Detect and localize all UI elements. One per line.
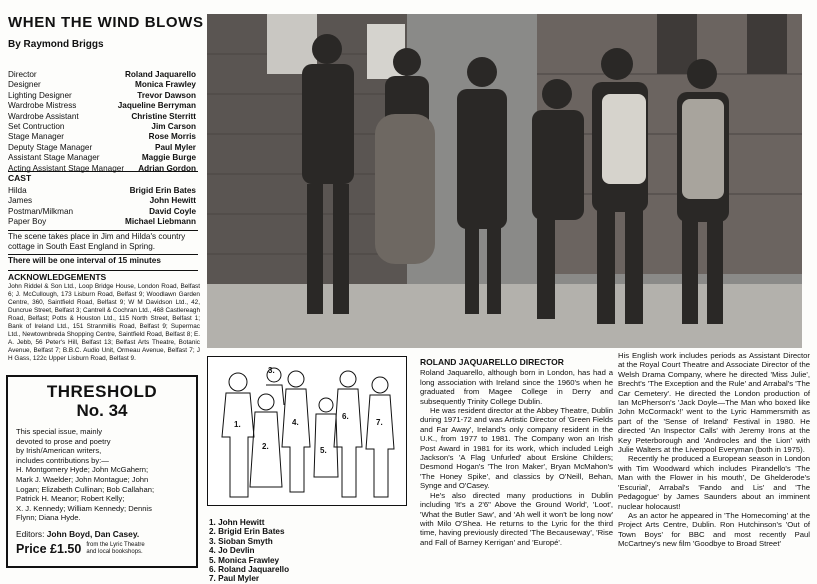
key-number: 7. bbox=[376, 418, 383, 427]
crew-row bbox=[8, 122, 196, 132]
crew-row bbox=[8, 80, 196, 90]
article-column-1 bbox=[420, 358, 613, 547]
crew-name: Rose Morris bbox=[148, 132, 196, 142]
threshold-line: by Irish/American writers, bbox=[16, 446, 102, 456]
crew-row bbox=[8, 112, 196, 122]
photo-key-item: 2. Brigid Erin Bates bbox=[209, 527, 285, 537]
crew-name: Trevor Dawson bbox=[137, 90, 196, 100]
article-paragraph: Recently he produced a European season in London with Tim Woodward which includes Pirandello's 'The Man with the Flower in his mouth', De Ghelderode's 'Escurial', Arrabal's 'Fando and Lis' and 'The Pedagogue' by James Saunders about an imminent nuclear holocaust! bbox=[618, 454, 810, 511]
crew-name: Jaqueline Berryman bbox=[117, 101, 196, 111]
threshold-advert bbox=[6, 375, 198, 568]
article-paragraph: Roland Jaquarello, although born in London, has had a long association with Ireland since the 1960's when he graduated from Magee College in Derry and subsequently Trinity College Dublin. bbox=[420, 368, 613, 406]
crew-role: Wardrobe Assistant bbox=[8, 111, 79, 121]
article-column-2 bbox=[618, 351, 810, 549]
divider bbox=[8, 270, 198, 271]
threshold-line: H. Montgomery Hyde; John McGahern; bbox=[16, 465, 149, 475]
cast-role: Postman/Milkman bbox=[8, 206, 74, 216]
threshold-line: Logan; Elizabeth Cullinan; Bob Callahan; bbox=[16, 484, 155, 494]
crew-row bbox=[8, 70, 196, 80]
crew-row bbox=[8, 143, 196, 153]
article-paragraph: His English work includes periods as Assistant Director at the Royal Court Theatre and Associate Director of the Welsh Drama Company, where he directed 'Miss Julie', Brecht's 'The Exception and the Rule' and Arrabal's 'The Car Cemetery'. He directed the London production of Ian McPherson's 'Jack Doyle—The Man who boxed like John McCormack!' went to the Lyric Hammersmith as part of the 'Sense of Ireland' Festival in 1980. He directed 'An Inspector Calls' with Jeremy Irons at the Key Peterborough and 'Androcles and the Lion' with Julie Walters at the Liverpool Everyman (both in 1975). bbox=[618, 351, 810, 455]
cast-row bbox=[8, 217, 196, 227]
divider bbox=[8, 171, 198, 172]
cast-group-photo bbox=[207, 14, 802, 348]
key-number: 1. bbox=[234, 420, 241, 429]
threshold-line: Patrick H. Meanor; Robert Kelly; bbox=[16, 494, 125, 504]
article-paragraph: He's also directed many productions in Dublin including 'It's a 2'6" Above the Ground World', 'Loot', 'What the Butler Saw', and 'Ah well it won't be long now' with Milo O'Shea. He returns to the Lyric for the third time, having previously directed 'The Becauseway', 'Rise and Fall of Barney Kerrigan' and 'Europé'. bbox=[420, 490, 613, 547]
acknowledgements-heading: ACKNOWLEDGEMENTS bbox=[8, 272, 107, 282]
photo-key-diagram bbox=[207, 356, 407, 506]
threshold-description bbox=[16, 427, 188, 523]
threshold-line: This special issue, mainly bbox=[16, 427, 103, 436]
price-note bbox=[86, 542, 144, 556]
cast-row bbox=[8, 186, 196, 196]
interval-note: There will be one interval of 15 minutes bbox=[8, 256, 161, 265]
price-note-line: from the Lyric Theatre bbox=[86, 541, 145, 548]
threshold-line: includes contributions by:— bbox=[16, 455, 109, 465]
crew-name: Christine Sterritt bbox=[131, 111, 196, 121]
threshold-line: devoted to prose and poetry bbox=[16, 436, 111, 446]
price-value: Price £1.50 bbox=[16, 541, 82, 556]
crew-role: Set Contruction bbox=[8, 122, 65, 132]
article-paragraph: He was resident director at the Abbey Theatre, Dublin during 1971-72 and was Artistic Director of 'Green Fields and Far Away', Ireland's only company resident in the U.K., from 1977 to 1981. The Company won an Irish Post Award in 1981 for its work, which included Leigh Jackson's 'A Flag Unfurled' about Erskine Childers; Desmond Hogan's 'The Iron Maker', Bryan McMahon's 'The Honey Spike', and classics by O'Neill, Behan, Synge and O'Casey. bbox=[420, 406, 613, 491]
crew-role: Lighting Designer bbox=[8, 90, 72, 100]
crew-role: Designer bbox=[8, 80, 41, 90]
crew-row bbox=[8, 132, 196, 142]
crew-role: Director bbox=[8, 70, 37, 79]
key-number: 5. bbox=[320, 446, 327, 455]
threshold-line: X. J. Kennedy; William Kennedy; Dennis bbox=[16, 503, 152, 513]
cast-row bbox=[8, 207, 196, 217]
article-heading: ROLAND JAQUARELLO DIRECTOR bbox=[420, 357, 564, 367]
cast-role: Hilda bbox=[8, 186, 27, 195]
photo-key-item: 7. Paul Myler bbox=[209, 574, 260, 584]
crew-row bbox=[8, 164, 196, 174]
threshold-editors bbox=[16, 529, 188, 539]
photo-key-item: 1. John Hewitt bbox=[209, 518, 265, 527]
crew-name: Maggie Burge bbox=[141, 153, 196, 163]
crew-name: Roland Jaquarello bbox=[125, 70, 196, 79]
key-number: 4. bbox=[292, 418, 299, 427]
crew-role: Assistant Stage Manager bbox=[8, 153, 100, 163]
divider bbox=[8, 230, 198, 231]
divider bbox=[8, 254, 198, 255]
cast-name: Brigid Erin Bates bbox=[129, 186, 196, 195]
cast-name: David Coyle bbox=[149, 206, 196, 216]
cast-name: John Hewitt bbox=[149, 196, 196, 206]
photo-key-item: 3. Sioban Smyth bbox=[209, 536, 273, 546]
acknowledgements-text: John Riddel & Son Ltd., Loop Bridge House, London Road, Belfast 6; J. McCullough, 173 Lisburn Road, Belfast 9; Woodlawn Garden Centre, 360, Saintfield Road, Belfast 9; W M Davidson Ltd., 42, Duncrue Street, Belfast 3; Cantrell & Cochran Ltd., 468 Castlereagh Road, Belfast; Potts & Houston Ltd., 115 North Street, Belfast 1; Bank of Ireland Ltd., 151 Stranmillis Road, Belfast 9; Supermac Ltd., Newtownbreda Shopping Centre, Saintfield Road, Belfast 8; E. A. Jebb, 56 Peter's Hill, Belfast 13; Belfast Arts Theatre, Botanic Avenue, Belfast 7; B.B.C. Audio Unit, Ormeau Avenue, Belfast 7; J H Gass, 122c Upper Lisburn Road, Belfast 9. bbox=[8, 283, 200, 362]
key-number: 3. bbox=[268, 366, 275, 375]
scene-note: The scene takes place in Jim and Hilda's country cottage in South East England in Spring. bbox=[8, 232, 186, 251]
photo-key-item: 4. Jo Devlin bbox=[209, 546, 255, 556]
byline: By Raymond Briggs bbox=[8, 39, 104, 50]
crew-role: Acting Assistant Stage Manager bbox=[8, 163, 125, 173]
crew-list bbox=[8, 70, 196, 174]
page-title: WHEN THE WIND BLOWS bbox=[8, 14, 204, 31]
crew-name: Adrian Gordon bbox=[138, 163, 196, 173]
article-paragraph: As an actor he appeared in 'The Homecoming' at the Project Arts Centre, Dublin. Ron Hutchinson's 'Out of Town Boys' for BBC and most recently Paul McCartney's new film 'Goodbye to Broad Street' bbox=[618, 510, 810, 549]
cast-heading: CAST bbox=[8, 173, 32, 183]
crew-name: Jim Carson bbox=[151, 122, 196, 132]
crew-name: Monica Frawley bbox=[135, 80, 196, 90]
photo-key-list bbox=[209, 518, 409, 584]
crew-row bbox=[8, 101, 196, 111]
photo-key-item: 5. Monica Frawley bbox=[209, 555, 280, 565]
photo-key-item: 6. Roland Jaquarello bbox=[209, 565, 290, 575]
cast-list bbox=[8, 186, 196, 227]
crew-role: Wardrobe Mistress bbox=[8, 101, 77, 111]
crew-name: Paul Myler bbox=[155, 142, 196, 152]
crew-role: Stage Manager bbox=[8, 132, 64, 142]
threshold-line: Mark J. Waelder; John Montague; John bbox=[16, 474, 149, 484]
editors-label: Editors: bbox=[16, 528, 45, 539]
cast-name: Michael Liebmann bbox=[125, 216, 196, 226]
threshold-issue: No. 34 bbox=[76, 401, 128, 420]
editors-names: John Boyd, Dan Casey. bbox=[46, 528, 140, 539]
crew-row bbox=[8, 91, 196, 101]
threshold-price bbox=[16, 542, 188, 556]
cast-row bbox=[8, 196, 196, 206]
crew-role: Deputy Stage Manager bbox=[8, 142, 93, 152]
price-note-line: and local bookshops. bbox=[86, 548, 143, 555]
key-number: 2. bbox=[262, 442, 269, 451]
threshold-line: Flynn; Diana Hyde. bbox=[16, 513, 81, 523]
threshold-title: THRESHOLD bbox=[46, 382, 158, 401]
key-number: 6. bbox=[342, 412, 349, 421]
cast-role: Paper Boy bbox=[8, 216, 47, 226]
crew-row bbox=[8, 153, 196, 163]
cast-role: James bbox=[8, 196, 33, 206]
